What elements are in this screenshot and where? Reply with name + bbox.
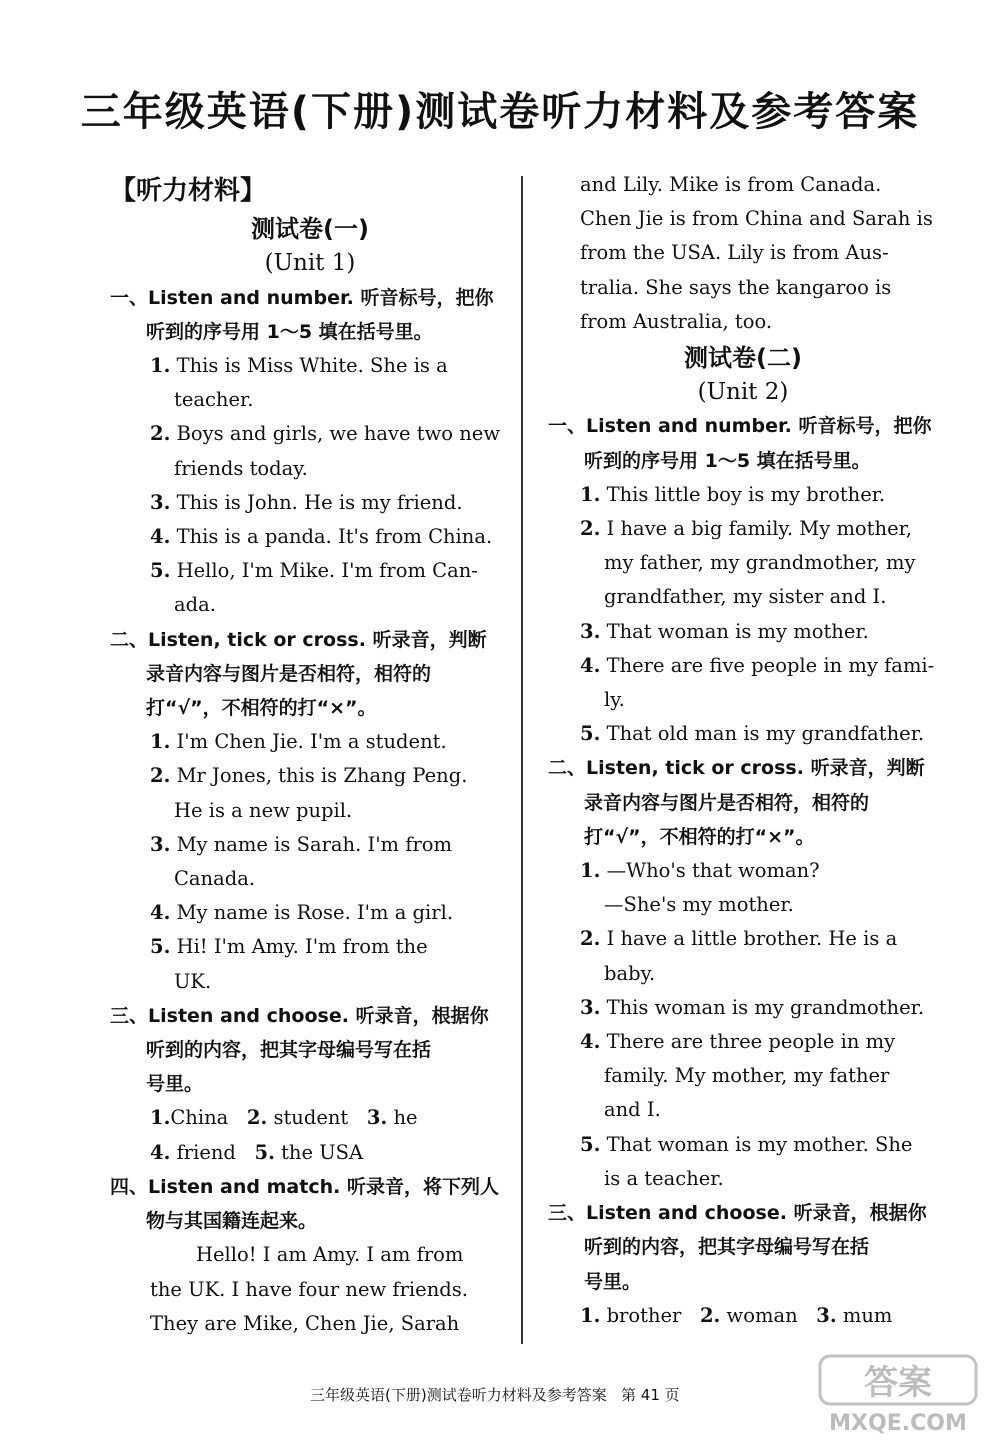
list-item: 1. This is Miss White. She is a teacher. xyxy=(150,354,448,412)
passage-line: tralia. She says the kangaroo is xyxy=(580,275,892,299)
passage-line: from the USA. Lily is from Aus- xyxy=(580,241,889,265)
section-heading: 【听力材料】 xyxy=(110,176,267,206)
list-item: 2. I have a little brother. He is a baby. xyxy=(580,927,898,985)
test2-section1-heading: 一、Listen and number. 听音标号，把你 听到的序号用 1～5 填在括号里。 xyxy=(548,415,932,472)
svg-text:MXQE.COM: MXQE.COM xyxy=(829,1411,967,1436)
list-item: 2. I have a big family. My mother, my father, my grandmother, my grandfather, my sister and I. xyxy=(580,517,916,609)
test2-unit: (Unit 2) xyxy=(697,379,789,406)
list-item: 3. That woman is my mother. xyxy=(580,619,869,643)
test1-section4-heading: 四、Listen and match. 听录音，将下列人 物与其国籍连起来。 xyxy=(110,1175,499,1233)
test2-section2-heading: 二、Listen, tick or cross. 听录音，判断 录音内容与图片是否相符，相符的 打“√”，不相符的打“×”。 xyxy=(548,757,925,848)
list-item: 1. —Who's that woman? —She's my mother. xyxy=(580,859,820,917)
test1-title: 测试卷(一) xyxy=(251,215,369,244)
list-item: 1. I'm Chen Jie. I'm a student. xyxy=(150,730,447,754)
list-item: 4. My name is Rose. I'm a girl. xyxy=(150,901,454,925)
passage-line: from Australia, too. xyxy=(580,309,773,333)
list-item: 2. Boys and girls, we have two new friends today. xyxy=(150,422,501,480)
page-footer: 三年级英语(下册)测试卷听力材料及参考答案 第 41 页 xyxy=(310,1386,680,1404)
page-title: 三年级英语(下册)测试卷听力材料及参考答案 xyxy=(80,89,920,135)
list-item: 4. There are three people in my family. My mother, my father and I. xyxy=(580,1030,896,1122)
test2-title: 测试卷(二) xyxy=(684,344,802,373)
passage-line: They are Mike, Chen Jie, Sarah xyxy=(150,1311,460,1335)
list-item: 5. Hi! I'm Amy. I'm from the UK. xyxy=(150,935,428,993)
passage-line: Hello! I am Amy. I am from xyxy=(196,1243,464,1267)
list-item: 3. This is John. He is my friend. xyxy=(150,490,463,514)
list-item: 2. Mr Jones, this is Zhang Peng. He is a new pupil. xyxy=(150,764,468,822)
choice-line: 1.China 2. student 3. he xyxy=(150,1106,418,1130)
list-item: 5. That old man is my grandfather. xyxy=(580,722,925,746)
test2-section3-heading: 三、Listen and choose. 听录音，根据你 听到的内容，把其字母编号写在括 号里。 xyxy=(548,1202,927,1293)
list-item: 3. This woman is my grandmother. xyxy=(580,995,925,1019)
list-item: 4. There are five people in my fami- ly. xyxy=(580,653,935,712)
list-item: 4. This is a panda. It's from China. xyxy=(150,525,493,549)
column-divider xyxy=(521,176,523,1344)
passage-line: Chen Jie is from China and Sarah is xyxy=(580,207,933,231)
watermark-logo xyxy=(818,1352,978,1437)
list-item: 5. That woman is my mother. She is a teacher. xyxy=(580,1132,913,1190)
list-item: 3. My name is Sarah. I'm from Canada. xyxy=(150,832,453,891)
left-column xyxy=(110,168,510,1341)
test1-section3-heading: 三、Listen and choose. 听录音，根据你 听到的内容，把其字母编号写在括 号里。 xyxy=(110,1004,489,1096)
passage-line: and Lily. Mike is from Canada. xyxy=(580,173,882,196)
test1-section2-heading: 二、Listen, tick or cross. 听录音，判断 录音内容与图片是否相符，相符的 打“√”，不相符的打“×”。 xyxy=(110,628,487,720)
list-item: 1. This little boy is my brother. xyxy=(580,482,886,506)
svg-text:答案: 答案 xyxy=(864,1363,932,1403)
list-item: 5. Hello, I'm Mike. I'm from Can- ada. xyxy=(150,559,478,617)
choice-line: 4. friend 5. the USA xyxy=(150,1140,364,1164)
page-number: 第 41 页 xyxy=(621,1386,680,1404)
choice-line: 1. brother 2. woman 3. mum xyxy=(580,1303,893,1327)
passage-line: the UK. I have four new friends. xyxy=(150,1277,468,1301)
test1-unit: (Unit 1) xyxy=(264,250,356,277)
right-column xyxy=(548,168,938,1333)
test1-section1-heading: 一、Listen and number. 听音标号，把你 听到的序号用 1～5 填在括号里。 xyxy=(110,286,494,343)
